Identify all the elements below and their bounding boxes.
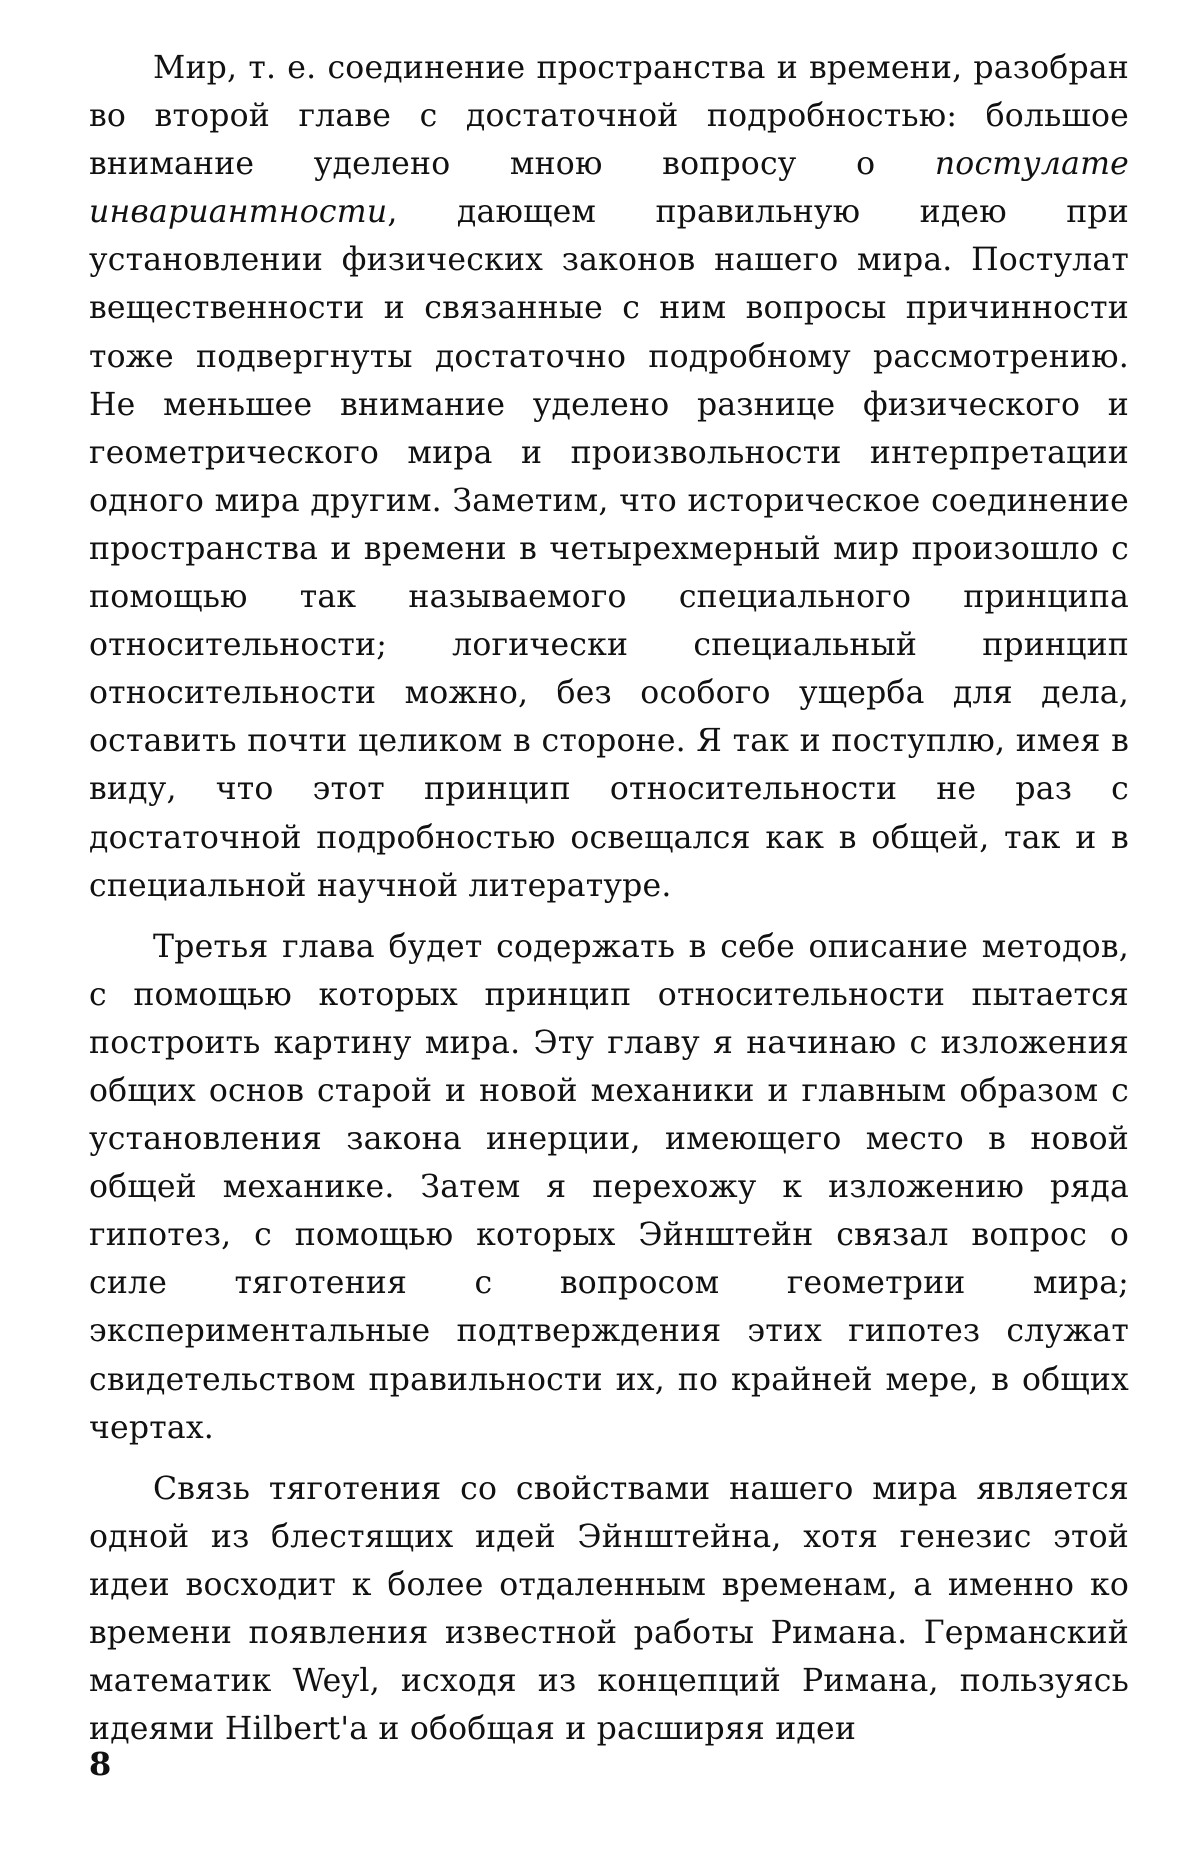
paragraph-1 <box>89 44 1129 910</box>
page-number: 8 <box>89 1745 112 1783</box>
paragraph-2: Третья глава будет содержать в себе описание методов, с помощью которых принцип относительности пытается построить картину мира. Эту главу я начинаю с изложения общих основ старой и новой механики и главным образом с установления закона инерции, имеющего место в новой общей механике. Затем я перехожу к изложению ряда гипотез, с помощью которых Эйнштейн связал вопрос о силе тяготения с вопросом геометрии мира; экспериментальные подтверждения этих гипотез служат свидетельством правильности их, по крайней мере, в общих чертах. <box>89 928 1129 1446</box>
paragraph-1-text-start: Мир, т. е. соединение пространства и времени, разобран во второй главе с достаточной подробностью: большое внимание уделено мною вопросу о <box>89 50 1129 183</box>
paragraph-3: Связь тяготения со свойствами нашего мира является одной из блестящих идей Эйнштейна, хотя генезис этой идеи восходит к более отдаленным временам, а именно ко времени появления известной работы Римана. Германский математик Weyl, исходя из концепций Римана, пользуясь идеями Hilbert'а и обобщая и расширяя идеи <box>89 1470 1129 1748</box>
paragraph-1-emphasis: постулате инвариантности <box>89 146 1129 231</box>
paragraph-1-text-end: , дающем правильную идею при установлении физических законов нашего мира. Постулат вещественности и связанные с ним вопросы причинности тоже подвергнуты достаточно подробному рассмотрению. Не меньшее внимание уделено разнице физического и геометрического мира и произвольности интерпретации одного мира другим. Заметим, что историческое соединение пространства и времени в четырехмерный мир произошло с помощью так называемого специального принципа относительности; логически специальный принцип относительности можно, без особого ущерба для дела, оставить почти целиком в стороне. Я так и поступлю, имея в виду, что этот принцип относительности не раз с достаточной подробностью освещался как в общей, так и в специальной научной литературе. <box>89 194 1129 904</box>
body-text <box>89 44 1129 1753</box>
book-page <box>89 44 1129 1824</box>
